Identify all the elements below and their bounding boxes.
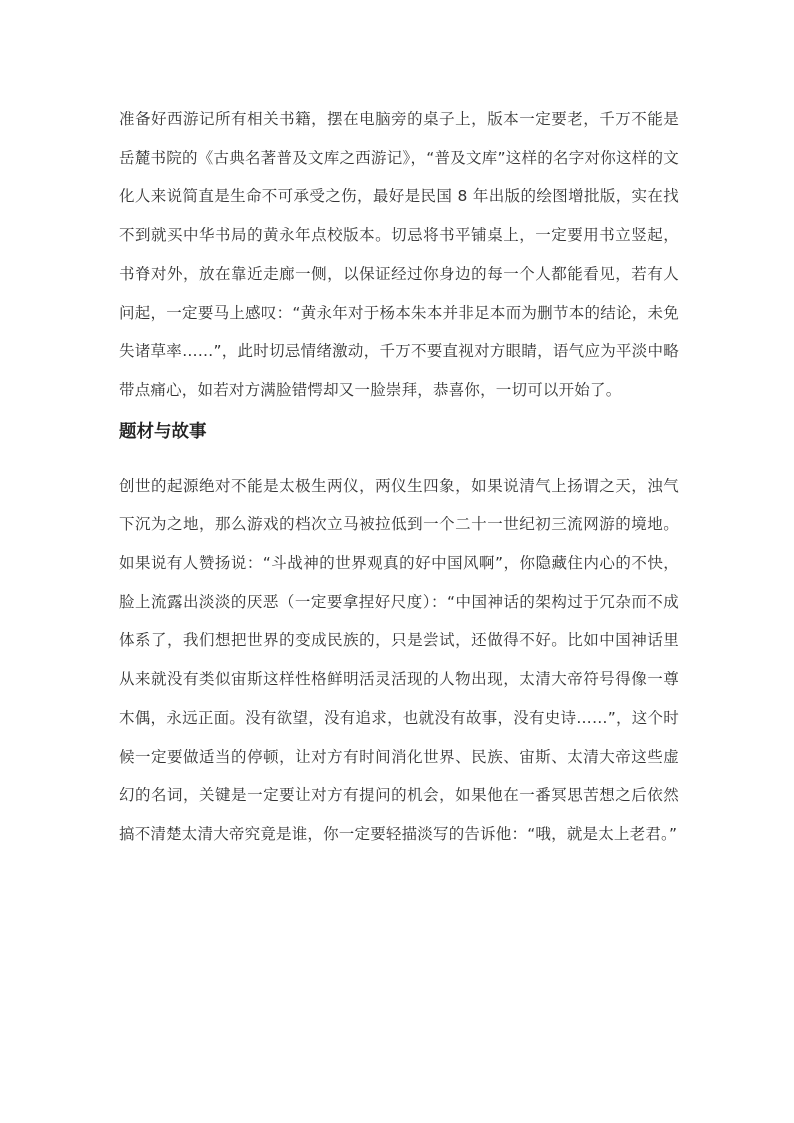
document-page	[119, 100, 679, 854]
body-paragraph: 创世的起源绝对不能是太极生两仪，两仪生四象，如果说清气上扬谓之天，浊气下沉为之地，那么游戏的档次立马被拉低到一个二十一世纪初三流网游的境地。如果说有人赞扬说：“斗战神的世界观真的好中国风啊”，你隐藏住内心的不快，脸上流露出淡淡的厌恶（一定要拿捏好尺度）：“中国神话的架构过于冗杂而不成体系了，我们想把世界的变成民族的，只是尝试，还做得不好。比如中国神话里从来就没有类似宙斯这样性格鲜明活灵活现的人物出现，太清大帝符号得像一尊木偶，永远正面。没有欲望，没有追求，也就没有故事，没有史诗……”，这个时候一定要做适当的停顿，让对方有时间消化世界、民族、宙斯、太清大帝这些虚幻的名词，关键是一定要让对方有提问的机会，如果他在一番冥思苦想之后依然搞不清楚太清大帝究竟是谁，你一定要轻描淡写的告诉他：“哦，就是太上老君。”	[119, 476, 679, 843]
section-heading: 题材与故事	[119, 421, 207, 442]
intro-paragraph: 准备好西游记所有相关书籍，摆在电脑旁的桌子上，版本一定要老，千万不能是岳麓书院的《古典名著普及文库之西游记》，“普及文库”这样的名字对你这样的文化人来说简直是生命不可承受之伤，最好是民国 8 年出版的绘图增批版，实在找不到就买中华书局的黄永年点校版本。切忌将书平铺桌上，一定要用书立竖起，书脊对外，放在靠近走廊一侧，以保证经过你身边的每一个人都能看见，若有人问起，一定要马上感叹：“黄永年对于杨本朱本并非足本而为删节本的结论，未免失诸草率……”，此时切忌情绪激动，千万不要直视对方眼睛，语气应为平淡中略带点痛心，如若对方满脸错愕却又一脸崇拜，恭喜你，一切可以开始了。	[119, 110, 679, 399]
